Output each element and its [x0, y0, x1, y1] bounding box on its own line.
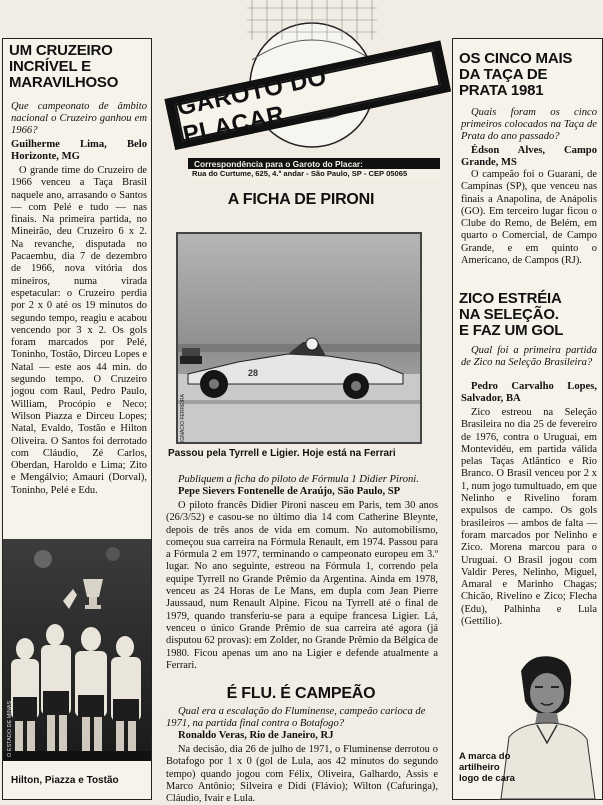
left-headline: UM CRUZEIRO INCRÍVEL E MARAVILHOSO: [9, 42, 119, 91]
cruzeiro-team-photo: [3, 539, 151, 761]
logo-text: GAROTO DO PLACAR: [174, 63, 330, 149]
correspondence-line: Correspondência para o Garoto do Placar:: [194, 159, 363, 169]
right-headline: OS CINCO MAIS DA TAÇA DE PRATA 1981: [459, 50, 573, 99]
pironi-car-photo: [176, 232, 422, 444]
mid-photo-credit: IGNACIO FERREIRA: [180, 394, 186, 442]
address-line: Rua do Curtume, 625, 4.º andar - São Paulo, SP - CEP 05065: [192, 169, 408, 178]
car-photo-illustration: [178, 234, 420, 442]
left-column: [2, 38, 152, 800]
right-column: [452, 38, 603, 800]
left-photo-credit: O ESTADO DE MINAS: [7, 700, 13, 757]
right-body: O campeão foi o Guarani, de Campinas (SP), que venceu nas finais a Anapolina, de Anápolis (GO). Em terceiro lugar ficou o Clube do Remo, de Belém, em quarto o Comercial, de Campo Grande, e em quinto o Americano, de Campos (RJ).: [461, 169, 597, 267]
mid-photo-caption: Passou pela Tyrrell e Ligier. Hoje está na Ferrari: [168, 448, 396, 459]
right-question: Quais foram os cinco primeiros colocados na Taça de Prata do ano passado?: [461, 107, 597, 143]
mid-author-2: Ronaldo Veras, Rio de Janeiro, RJ: [178, 730, 334, 741]
mid-body-2: Na decisão, dia 26 de julho de 1971, o Fluminense derrotou o Botafogo por 1 x 0 (gol de Lula, aos 42 minutos do segundo tempo) quando jogou com Félix, Oliveira, Galhardo, Assis e Marco Antônio; Silveira e Didi (Flávio); Wilton (Cafuringa), Cláudio, Ivair e Lula.: [166, 744, 438, 805]
right-headline-2: ZICO ESTRÉIA NA SELEÇÃO. E FAZ UM GOL: [459, 290, 564, 339]
right-body-2: Zico estreou na Seleção Brasileira no dia 25 de fevereiro de 1976, contra o Uruguai, em Montevidéu, em partida válida pelas Taças Atlântico e Rio Branco. O Brasil venceu por 2 x 1, num jogo tumultuado, em que Nelinho e Rivelino foram expulsos de campo. Os gols brasileiros — ambos de falta — foram marcados por Nelinho e Zico. Morena marcou para o Uruguai. O Brasil jogou com Valdir Peres, Nelinho, Miguel, Amaral e Marinho Chagas; Chicão, Rivelino e Zico; Flecha (Edu), Palhinha e Lula (Gettílio).: [461, 407, 597, 628]
right-photo-caption: A marca do artilheiro logo de cara: [459, 751, 515, 784]
svg-text:28: 28: [248, 368, 259, 378]
mid-question-2: Qual era a escalação do Fluminense, campeão carioca de 1971, na partida final contra o Botafogo?: [166, 706, 426, 730]
left-body: O grande time do Cruzeiro de 1966 venceu a Taça Brasil naquele ano, arrasando o Santos — com Pelé e tudo — nas finais. Na primeira partida, no Mineirão, deu Cruzeiro 6 x 2. Na revanche, disputada no Pacaembu, dia 7 de dezembro de 1966, nova vitória dos mineiros, numa virada espetacular: o Cruzeiro perdia por 2 x 0 até os 19 minutos do segundo tempo, reagiu e acabou vencendo por 3 x 2. Os gols foram marcados por Pelé, Toninho, Tostão, Dirceu Lopes e Natal — este aos 44 min. do segundo tempo. O Cruzeiro jogou com Raul, Pedro Paulo, William, Procópio e Neco; Wilson Piazza e Dirceu Lopes; Natal, Evaldo, Tostão e Hilton Oliveira. O Santos foi derrotado com Cláudio, Zé Carlos, Oberdan, Haroldo e Lima; Zito e Mengálvio; Amauri (Dorval), Toninho, Pelé e Edu.: [11, 165, 147, 496]
right-author: Édson Alves, Campo Grande, MS: [461, 145, 597, 169]
mid-headline: A FICHA DE PIRONI: [227, 191, 375, 208]
mid-question: Publiquem a ficha do piloto de Fórmula 1 Didier Pironi.: [178, 474, 419, 485]
middle-column: [152, 14, 450, 805]
mid-body: O piloto francês Didier Pironi nasceu em Paris, tem 30 anos (26/3/52) e casou-se no último dia 14 com Catherine Bleynte, depois de três anos de vida em comum. No automobilismo, começou sua carreira na Fórmula Renault, em 1974. Passou para a Fórmula 2 em 1977, terminando o campeonato europeu em 3.º lugar. No ano seguinte, estreou na Fórmula 1, correndo pela equipe Tyrrell no Grande Prêmio da Argentina. Ainda em 1978, venceu as 24 Horas de Le Mans, em dupla com Jean Pierre Jaussaud, num Renault Alpine. Ficou na Tyrrell até o final de 1979, quando transferiu-se para a equipe francesa Ligier. Lá, venceu o único Grande Prêmio de sua carreira até agora (já disputou 62 provas): em Zolder, no Grande Prêmio da Bélgica de 1980. Ficou apenas um ano na Ligier e defende atualmente a Ferrari.: [166, 500, 438, 671]
left-photo-caption: Hilton, Piazza e Tostão: [11, 775, 119, 786]
team-photo-illustration: [3, 539, 151, 761]
right-question-2: Qual foi a primeira partida de Zico na Seleção Brasileira?: [461, 345, 597, 369]
left-photo-credit-wrap: [3, 669, 13, 759]
left-author: Guilherme Lima, Belo Horizonte, MG: [11, 139, 147, 163]
mid-headline-2: É FLU. É CAMPEÃO: [226, 685, 376, 702]
right-author-2: Pedro Carvalho Lopes, Salvador, BA: [461, 381, 597, 405]
left-question: Que campeonato de âmbito nacional o Cruzeiro ganhou em 1966?: [11, 101, 147, 137]
mid-author: Pepe Sievers Fontenelle de Araújo, São Paulo, SP: [178, 486, 401, 497]
correspondence-bar: [188, 158, 440, 180]
